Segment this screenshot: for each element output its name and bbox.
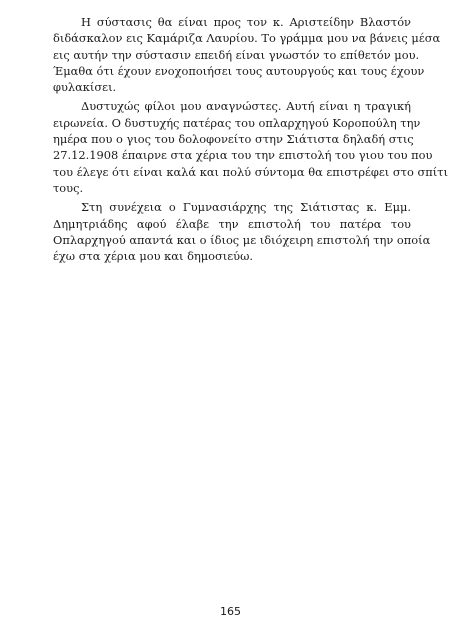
paragraph-1 (53, 14, 441, 95)
text-line: Έμαθα ότι έχουν ενοχοποιήσει τους αυτουργούς και τους έχουν (53, 63, 425, 78)
text-line: Στη συνέχεια ο Γυμνασιάρχης της Σιάτιστας κ. Εμμ. (81, 200, 411, 215)
text-line: Οπλαρχηγού απαντά και ο ίδιος με ιδιόχειρη επιστολή την οποία (53, 232, 431, 247)
text-line: εις αυτήν την σύστασιν επειδή είναι γνωστόν το επίθετόν μου. (53, 47, 420, 62)
text-line: ειρωνεία. Ο δυστυχής πατέρας του οπλαρχηγού Κοροπούλη την (53, 115, 421, 130)
text-line: Η σύστασις θα είναι προς τον κ. Αριστείδην Βλαστόν (81, 15, 411, 29)
text-line: τους. (53, 180, 84, 195)
page-number: 165 (220, 605, 241, 618)
text-line: έχω στα χέρια μου και δημοσιεύω. (53, 249, 254, 264)
paragraph-2 (53, 98, 448, 196)
text-line: Δυστυχώς φίλοι μου αναγνώστες. Αυτή είναι η τραγική (81, 99, 411, 114)
text-line: διδάσκαλον εις Καμάριζα Λαυρίου. Το γράμμα μου να βάνεις μέσα (53, 31, 441, 46)
text-line: φυλακίσει. (53, 80, 117, 95)
text-line: 27.12.1908 έπαιρνε στα χέρια του την επιστολή του γιου του που (53, 148, 433, 163)
paragraph-3 (53, 199, 431, 264)
text-line: Δημητριάδης αφού έλαβε την επιστολή του πατέρα του (53, 216, 411, 231)
text-line: του έλεγε ότι είναι καλά και πολύ σύντομα θα επιστρέφει στο σπίτι (53, 164, 448, 179)
text-line: ημέρα που ο γιος του δολοφονείτο στην Σιάτιστα δηλαδή στις (53, 132, 414, 147)
body-text (53, 14, 448, 264)
